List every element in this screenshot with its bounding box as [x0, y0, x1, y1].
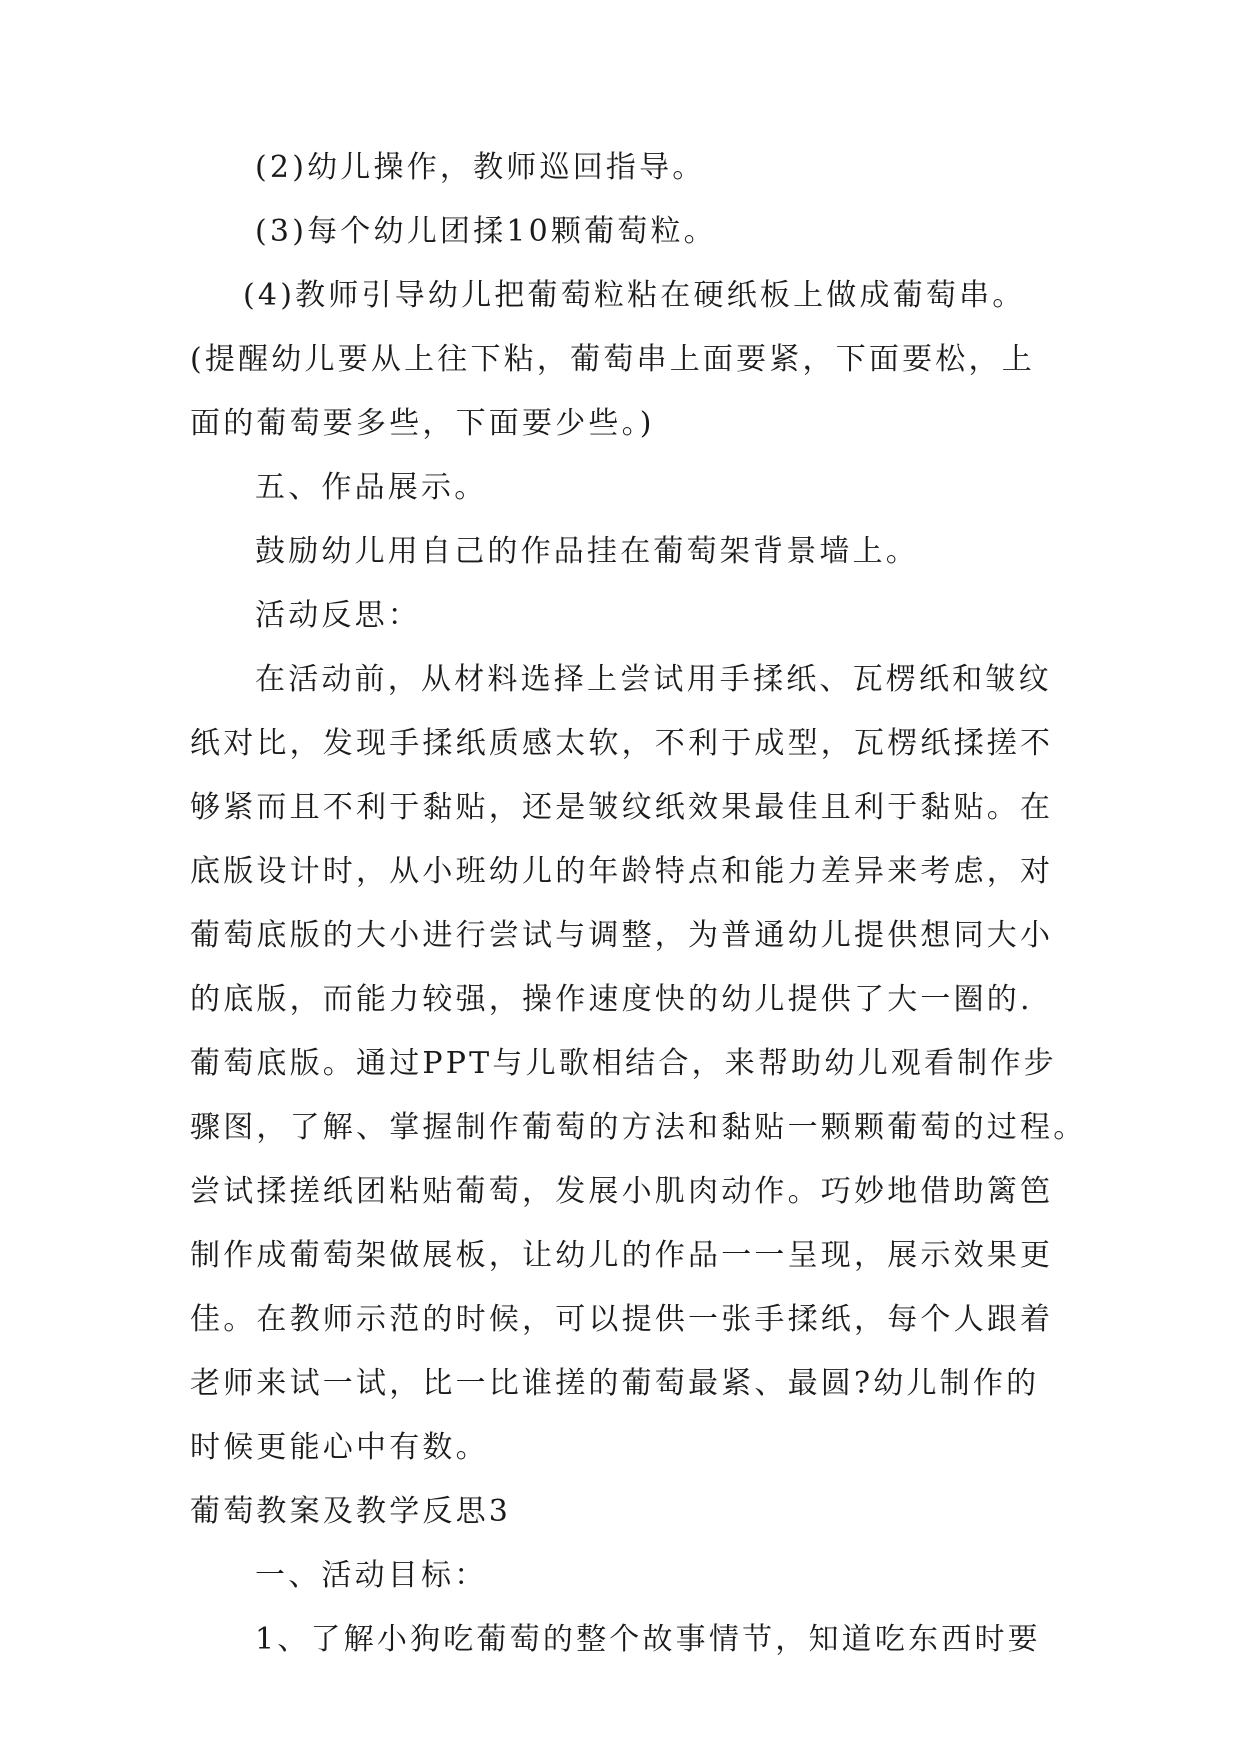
paragraph-line: 1、了解小狗吃葡萄的整个故事情节，知道吃东西时要 [255, 1622, 1041, 1657]
paragraph-line: 鼓励幼儿用自己的作品挂在葡萄架背景墙上。 [255, 534, 919, 569]
document-heading: 葡萄教案及教学反思3 [190, 1494, 512, 1529]
paragraph-line: 时候更能心中有数。 [190, 1430, 489, 1465]
paragraph-line: (提醒幼儿要从上往下粘，葡萄串上面要紧，下面要松，上 [190, 342, 1035, 377]
paragraph-line: 葡萄底版。通过PPT与儿歌相结合，来帮助幼儿观看制作步 [190, 1046, 1057, 1081]
paragraph-line: 葡萄底版的大小进行尝试与调整，为普通幼儿提供想同大小 [190, 918, 1054, 953]
paragraph-line: 面的葡萄要多些，下面要少些。) [190, 406, 655, 441]
paragraph-line: 制作成葡萄架做展板，让幼儿的作品一一呈现，展示效果更 [190, 1238, 1054, 1273]
paragraph-line: (2)幼儿操作，教师巡回指导。 [255, 150, 706, 185]
paragraph-line: 老师来试一试，比一比谁搓的葡萄最紧、最圆?幼儿制作的 [190, 1366, 1040, 1401]
paragraph-line: 够紧而且不利于黏贴，还是皱纹纸效果最佳且利于黏贴。在 [190, 790, 1054, 825]
paragraph-line: 底版设计时，从小班幼儿的年龄特点和能力差异来考虑，对 [190, 854, 1054, 889]
section-heading: 一、活动目标： [255, 1558, 488, 1593]
paragraph-line: 纸对比，发现手揉纸质感太软，不利于成型，瓦楞纸揉搓不 [190, 726, 1054, 761]
section-heading: 活动反思： [255, 598, 421, 633]
section-heading: 五、作品展示。 [255, 470, 488, 505]
paragraph-line: 在活动前，从材料选择上尝试用手揉纸、瓦楞纸和皱纹 [255, 662, 1052, 697]
paragraph-line: 的底版，而能力较强，操作速度快的幼儿提供了大一圈的. [190, 982, 1033, 1017]
paragraph-line: 佳。在教师示范的时候，可以提供一张手揉纸，每个人跟着 [190, 1302, 1054, 1337]
paragraph-line: (4)教师引导幼儿把葡萄粒粘在硬纸板上做成葡萄串。 [243, 278, 1026, 313]
paragraph-line: 尝试揉搓纸团粘贴葡萄，发展小肌肉动作。巧妙地借助篱笆 [190, 1174, 1054, 1209]
paragraph-line: (3)每个幼儿团揉10颗葡萄粒。 [255, 214, 717, 249]
paragraph-line: 骤图，了解、掌握制作葡萄的方法和黏贴一颗颗葡萄的过程。 [190, 1110, 1087, 1145]
